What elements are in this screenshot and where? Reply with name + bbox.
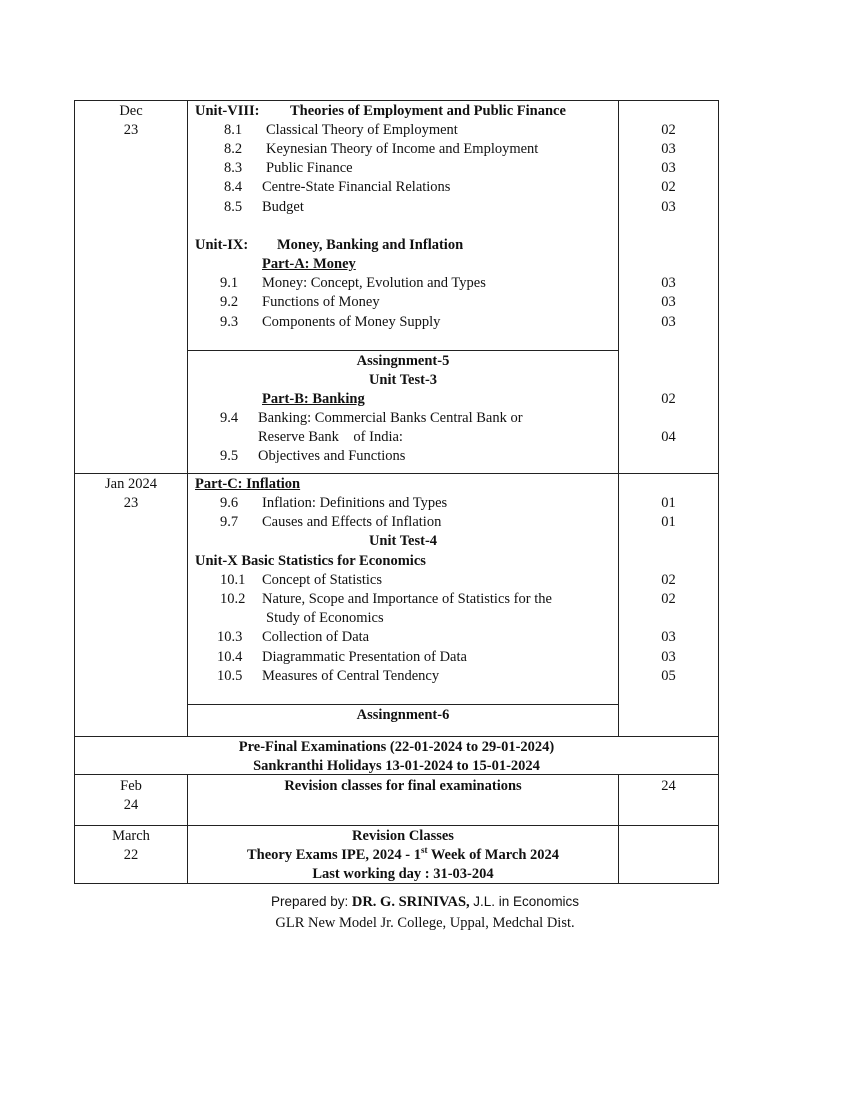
revision-classes: Revision Classes <box>352 828 454 844</box>
topic-number: 9.4 <box>220 410 239 426</box>
topic-periods: 02 <box>661 591 676 607</box>
topic-periods: 01 <box>661 495 676 511</box>
topic-number: 9.7 <box>220 514 239 530</box>
topic-number: 8.3 <box>224 160 243 176</box>
topic-number: 10.5 <box>217 668 243 684</box>
topic-periods: 02 <box>661 179 676 195</box>
college-name: GLR New Model Jr. College, Uppal, Medchal Dist. <box>275 915 575 931</box>
topic-number: 10.2 <box>220 591 246 607</box>
ordinal-suffix: st <box>420 845 428 856</box>
topic-text: Measures of Central Tendency <box>262 668 440 684</box>
topic-periods: 03 <box>661 160 676 176</box>
row-divider <box>187 704 619 705</box>
days-count: 24 <box>123 797 139 813</box>
topic-text: Nature, Scope and Importance of Statistics for the <box>262 591 552 607</box>
days-count: 22 <box>123 847 139 863</box>
holidays-note: Sankranthi Holidays 13-01-2024 to 15-01-2024 <box>253 758 540 774</box>
topic-number: 8.2 <box>224 141 243 157</box>
topic-number: 8.5 <box>224 199 243 215</box>
month-label: March <box>112 828 150 844</box>
unit-subtitle: Money, Banking and Inflation <box>277 237 464 253</box>
topic-periods: 24 <box>661 778 676 794</box>
row-divider <box>74 473 719 474</box>
month-label: Dec <box>119 103 143 119</box>
topic-number: 10.3 <box>217 629 243 645</box>
month-label: Feb <box>120 778 142 794</box>
revision-note: Revision classes for final examinations <box>284 778 522 794</box>
topic-text: Components of Money Supply <box>262 314 441 330</box>
unit-title: Unit-VIII: <box>195 103 260 119</box>
topic-periods: 02 <box>661 572 676 588</box>
prefinal-exams: Pre-Final Examinations (22-01-2024 to 29-01-2024) <box>238 739 555 755</box>
part-heading: Part-B: Banking <box>262 391 365 407</box>
topic-text: Banking: Commercial Banks Central Bank or <box>258 410 523 426</box>
last-working-day: Last working day : 31-03-204 <box>312 866 494 882</box>
topic-text-continued: Study of Economics <box>266 610 384 626</box>
days-count: 23 <box>123 495 139 511</box>
topic-number: 9.3 <box>220 314 239 330</box>
row-divider <box>187 350 619 351</box>
topic-periods: 04 <box>661 429 676 445</box>
topic-periods: 03 <box>661 649 676 665</box>
table-border-top <box>74 100 719 101</box>
unit-title: Unit-IX: <box>195 237 249 253</box>
topic-text: Centre-State Financial Relations <box>262 179 451 195</box>
topic-number: 10.4 <box>217 649 243 665</box>
assignment-label: Assingnment-5 <box>356 353 450 369</box>
topic-text-continued: Reserve Bank of India: <box>258 429 403 445</box>
part-heading: Part-A: Money <box>262 256 356 272</box>
topic-periods: 03 <box>661 141 676 157</box>
theory-exams-text-rest: Week of March 2024 <box>427 847 560 863</box>
topic-periods: 03 <box>661 275 676 291</box>
column-divider-month <box>187 100 188 736</box>
topic-periods: 02 <box>661 122 676 138</box>
topic-text: Functions of Money <box>262 294 380 310</box>
month-label: Jan 2024 <box>105 476 157 492</box>
row-divider <box>74 736 719 737</box>
topic-text: Money: Concept, Evolution and Types <box>262 275 486 291</box>
prepared-label: Prepared by: <box>270 894 349 909</box>
row-divider <box>74 825 719 826</box>
unit-title: Unit-X Basic Statistics for Economics <box>195 553 426 569</box>
topic-number: 8.1 <box>224 122 243 138</box>
part-heading: Part-C: Inflation <box>195 476 301 492</box>
topic-periods: 03 <box>661 314 676 330</box>
assignment-label: Assingnment-6 <box>356 707 450 723</box>
topic-periods: 03 <box>661 629 676 645</box>
topic-text: Inflation: Definitions and Types <box>262 495 448 511</box>
topic-text: Classical Theory of Employment <box>266 122 458 138</box>
topic-number: 9.1 <box>220 275 239 291</box>
theory-exams-text: Theory Exams IPE, 2024 - 1 <box>246 847 421 863</box>
days-count: 23 <box>123 122 139 138</box>
prepared-by <box>0 892 850 912</box>
topic-text: Diagrammatic Presentation of Data <box>262 649 467 665</box>
topic-periods: 05 <box>661 668 676 684</box>
topic-text: Keynesian Theory of Income and Employment <box>266 141 539 157</box>
topic-number: 9.5 <box>220 448 239 464</box>
topic-text: Collection of Data <box>262 629 370 645</box>
topic-number: 9.6 <box>220 495 239 511</box>
topic-number: 10.1 <box>220 572 246 588</box>
topic-text: Budget <box>262 199 304 215</box>
topic-periods: 01 <box>661 514 676 530</box>
unit-test-label: Unit Test-3 <box>368 372 438 388</box>
topic-text: Public Finance <box>266 160 353 176</box>
theory-exams-note <box>188 846 618 865</box>
topic-text: Concept of Statistics <box>262 572 383 588</box>
unit-test-label: Unit Test-4 <box>368 533 438 549</box>
topic-periods: 03 <box>661 199 676 215</box>
table-border-right <box>718 100 719 884</box>
topic-periods: 02 <box>661 391 676 407</box>
topic-number: 9.2 <box>220 294 239 310</box>
author-role: J.L. in Economics <box>473 894 580 909</box>
topic-periods: 03 <box>661 294 676 310</box>
topic-text: Causes and Effects of Inflation <box>262 514 442 530</box>
topic-text: Objectives and Functions <box>258 448 406 464</box>
topic-number: 8.4 <box>224 179 243 195</box>
unit-subtitle: Theories of Employment and Public Finance <box>290 103 566 119</box>
author-name: DR. G. SRINIVAS, <box>351 894 470 910</box>
